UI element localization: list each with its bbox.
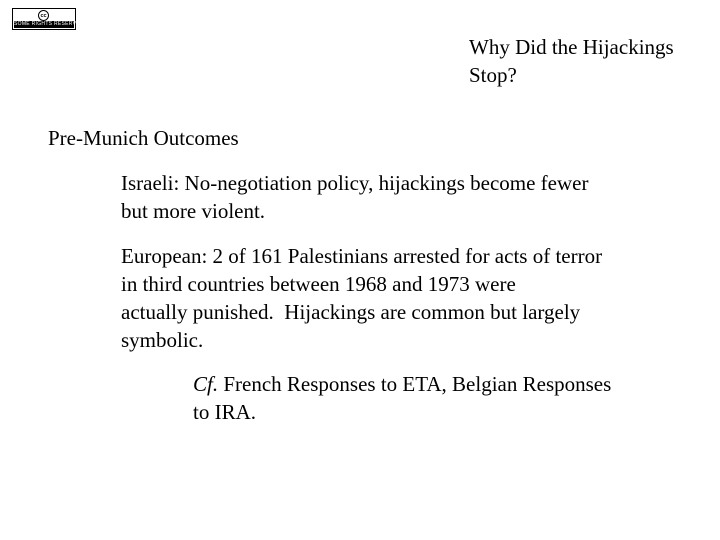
creative-commons-badge — [12, 8, 84, 30]
european-line-4: symbolic. — [121, 328, 204, 352]
european-line-3: actually punished. Hijackings are common but largely — [121, 300, 581, 324]
comparison-line-2: to IRA. — [193, 400, 256, 424]
slide-title-line-2: Stop? — [469, 63, 517, 87]
cc-badge-label: SOME RIGHTS RESERVED — [14, 21, 84, 27]
european-line-2: in third countries between 1968 and 1973 were — [121, 272, 516, 296]
comparison-line-1-text: French Responses to ETA, Belgian Responses — [218, 372, 612, 396]
comparison-line-1 — [193, 370, 693, 398]
cc-logo-icon: cc — [38, 10, 49, 21]
israeli-line-1: Israeli: No-negotiation policy, hijackings become fewer — [121, 171, 589, 195]
european-outcome-paragraph — [121, 242, 681, 354]
cf-abbreviation: Cf. — [193, 372, 219, 396]
section-heading: Pre-Munich Outcomes — [48, 126, 239, 150]
slide-title — [469, 33, 714, 89]
european-line-1: European: 2 of 161 Palestinians arrested for acts of terror — [121, 244, 603, 268]
israeli-outcome-paragraph — [121, 169, 691, 225]
comparison-note — [193, 370, 693, 426]
slide-title-line-1: Why Did the Hijackings — [469, 35, 674, 59]
israeli-line-2: but more violent. — [121, 199, 266, 223]
